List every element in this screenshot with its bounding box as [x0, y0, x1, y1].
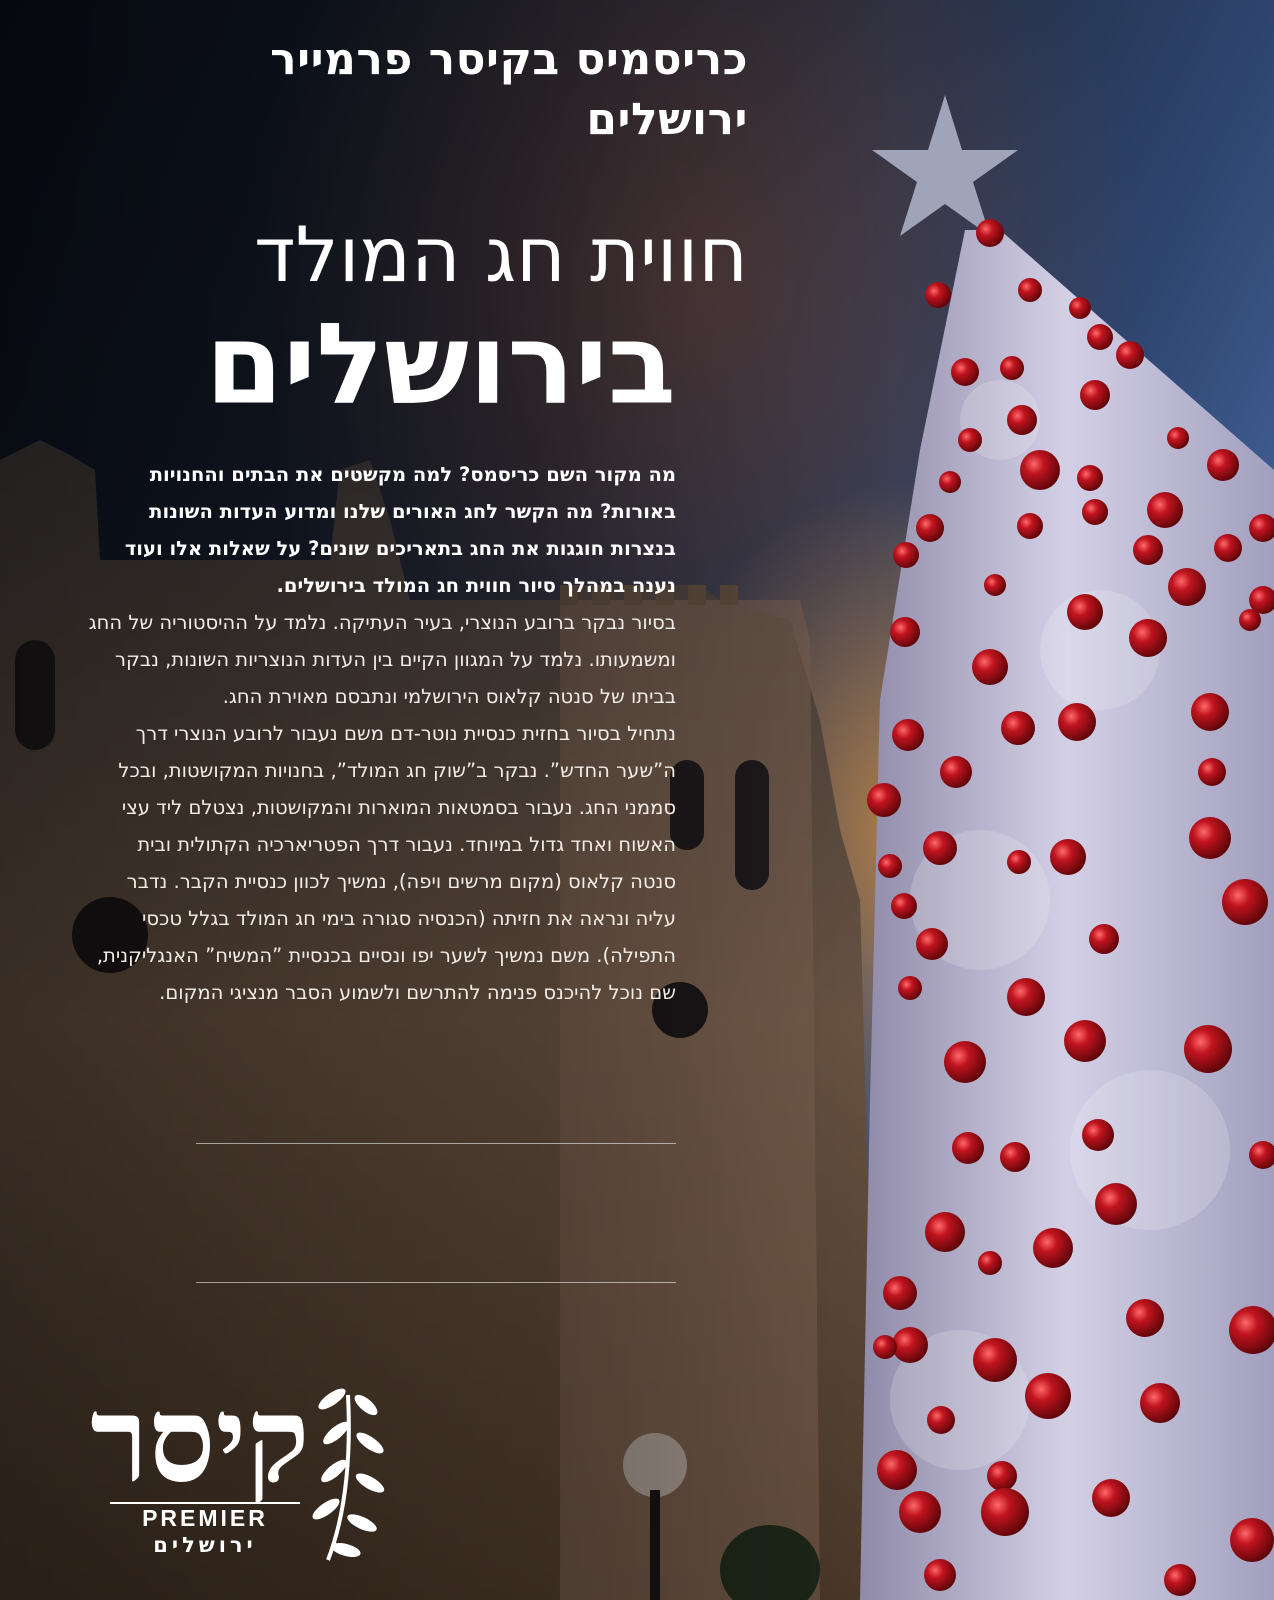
body-paragraph-2: נתחיל בסיור בחזית כנסיית נוטר-דם משם נעבור לרובע הנוצרי דרך ה”שער החדש”. נבקר ב”שוק חג המולד”, בחנויות המקושטות, ובכל סממני החג. נעבור בסמטאות המוארות והמקושטות, נצטלם ליד עצי האשוח ואחד גדול במיוחד. נעבור דרך הפטריארכיה הקתולית ובית סנטה קלאוס (מקום מרשים ויפה), נמשיך לכוון כנסיית הקבר. נדבר עליה ונראה את חזיתה (הכנסיה סגורה בימי חג המולד בגלל טכסי התפילה). משם נמשיך לשער יפו ונסיים בכנסיית ”המשיח” האנגליקנית, שם נוכל להיכנס פנימה להתרשם ולשמוע הסבר מנציגי המקום. [96, 722, 676, 1004]
logo-city-text: ירושלים [153, 1533, 257, 1557]
laurel-branch-icon [308, 1385, 398, 1565]
logo-wordmark: קיסר [90, 1370, 310, 1509]
divider-line-2 [196, 1282, 676, 1283]
page-title-line1: חווית חג המולד [254, 210, 748, 299]
page-title-line2: בירושלים [205, 300, 676, 430]
logo-premier-text: PREMIER [110, 1502, 300, 1532]
divider-line-1 [196, 1143, 676, 1144]
body-copy [86, 456, 676, 1011]
header-tagline: כריסמיס בקיסר פרמייר ירושלים [270, 34, 748, 145]
kaiser-premier-logo [60, 1370, 400, 1575]
body-paragraph-1: בסיור נבקר ברובע הנוצרי, בעיר העתיקה. נלמד על ההיסטוריה של החג ומשמעותו. נלמד על המגוון הקיים בין העדות הנוצריות השונות, נבקר בביתו של סנטה קלאוס הירושלמי ונתבסם מאוירת החג. [88, 611, 676, 708]
body-intro: מה מקור השם כריסמס? למה מקשטים את הבתים והחנויות באורות? מה הקשר לחג האורים שלנו ומדוע העדות השונות בנצרות חוגגות את החג בתאריכים שונים? על שאלות אלו ועוד נענה במהלך סיור חווית חג המולד בירושלים. [124, 463, 676, 597]
